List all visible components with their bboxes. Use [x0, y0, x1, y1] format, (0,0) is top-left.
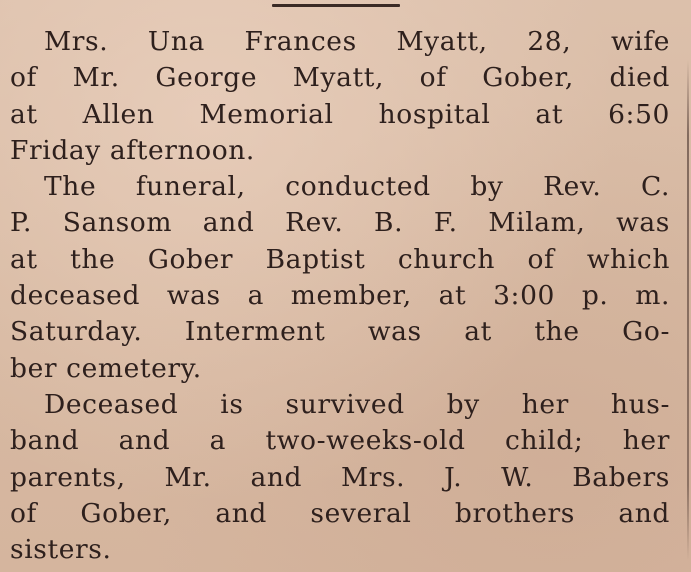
- text-line: at the Gober Baptist church of which: [10, 243, 670, 275]
- obituary-article: [10, 24, 670, 568]
- text-line: band and a two-weeks-old child; her: [10, 425, 670, 457]
- text-line: ber cemetery.: [10, 352, 202, 384]
- column-edge-divider: [687, 60, 689, 560]
- text-line: Deceased is survived by her hus-: [44, 388, 670, 420]
- text-line: P. Sansom and Rev. B. F. Milam, was: [10, 207, 670, 239]
- text-line: of Gober, and several brothers and: [10, 497, 670, 529]
- text-line: Saturday. Interment was at the Go-: [10, 316, 670, 348]
- text-line: deceased was a member, at 3:00 p. m.: [10, 280, 670, 312]
- text-line: Mrs. Una Frances Myatt, 28, wife: [44, 26, 670, 57]
- text-line: The funeral, conducted by Rev. C.: [44, 171, 670, 203]
- text-line: parents, Mr. and Mrs. J. W. Babers: [10, 461, 670, 493]
- paragraph: [10, 24, 670, 169]
- top-rule-divider: [272, 4, 400, 7]
- text-line: Friday afternoon.: [10, 134, 255, 166]
- text-line: of Mr. George Myatt, of Gober, died: [10, 62, 670, 94]
- text-line: sisters.: [10, 534, 112, 566]
- paragraph: [10, 387, 670, 568]
- text-line: at Allen Memorial hospital at 6:50: [10, 98, 670, 130]
- paragraph: [10, 169, 670, 387]
